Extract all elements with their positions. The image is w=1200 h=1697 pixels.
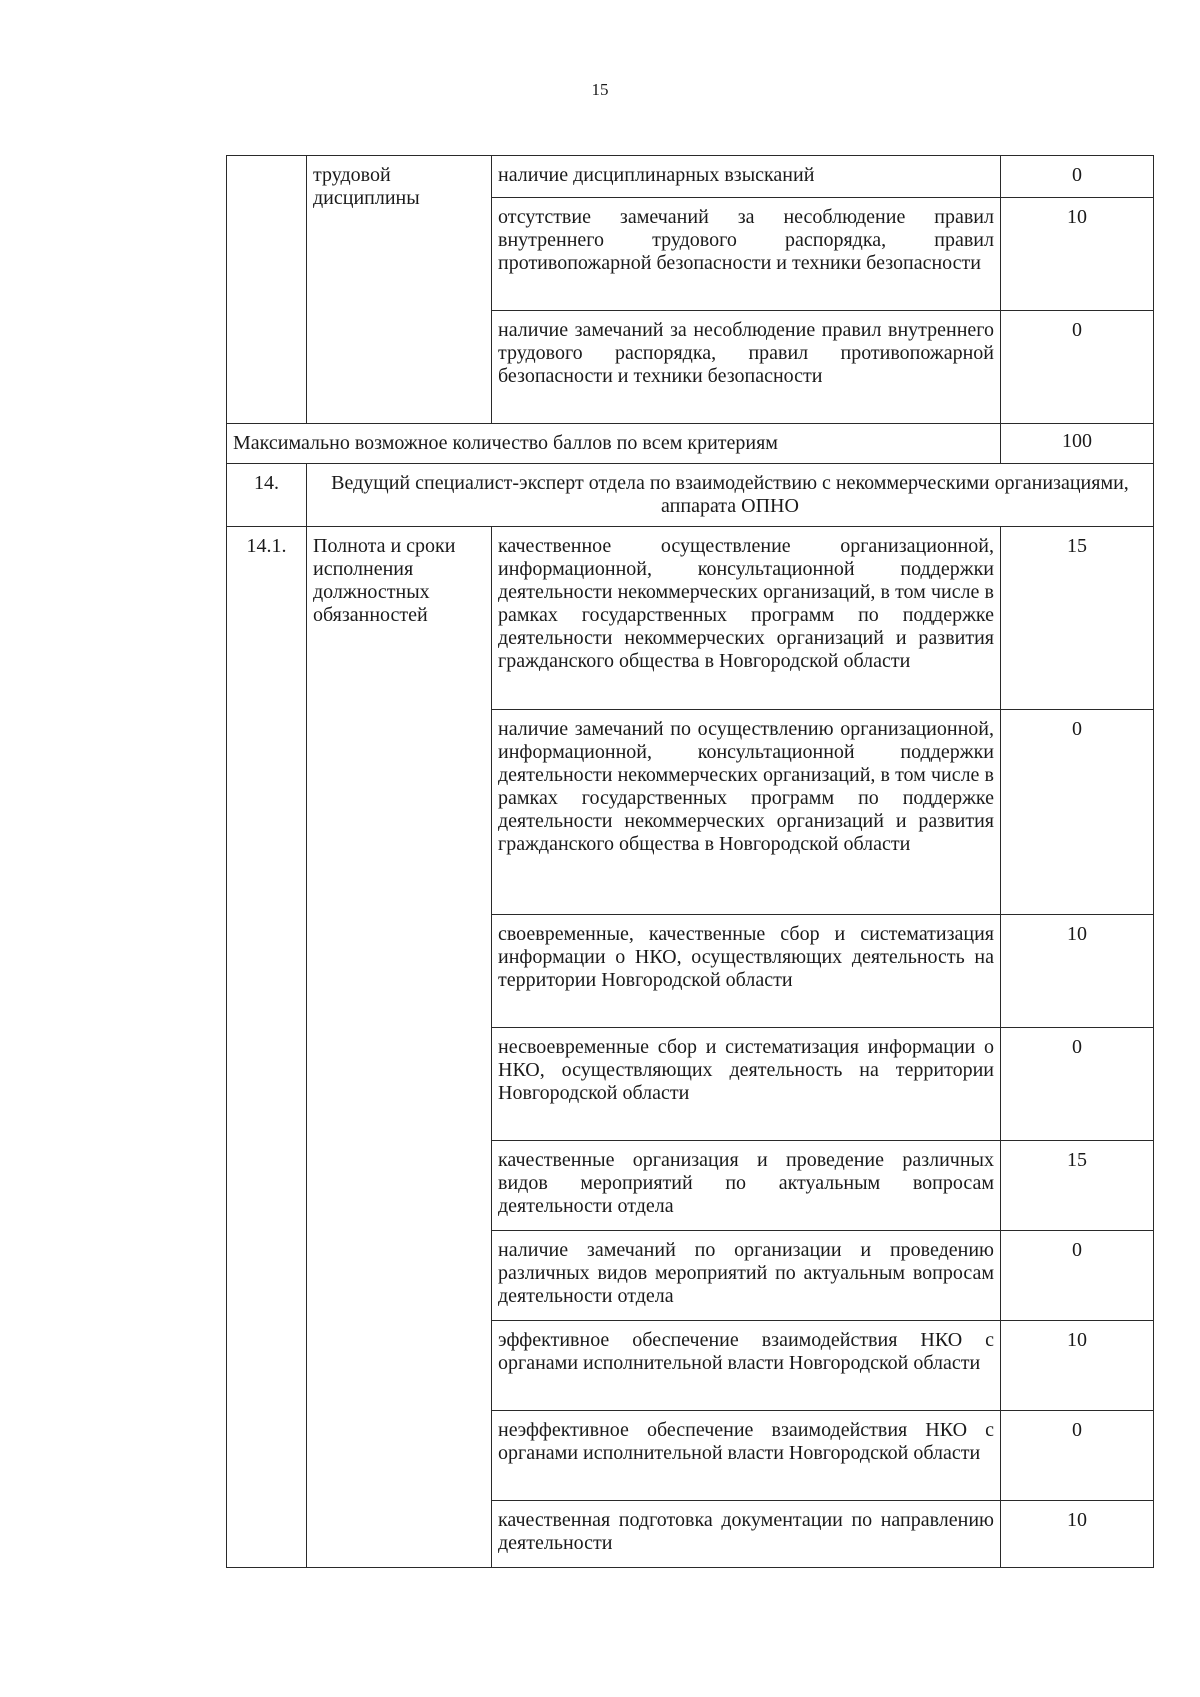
indicator-cell: наличие дисциплинарных взысканий bbox=[492, 156, 1001, 198]
indicator-cell: качественные организация и проведение различных видов мероприятий по актуальным вопросам деятельности отдела bbox=[492, 1141, 1001, 1231]
score-cell: 10 bbox=[1001, 1501, 1154, 1568]
score-cell: 15 bbox=[1001, 527, 1154, 710]
table-row bbox=[227, 156, 1154, 198]
indicator-cell: качественная подготовка документации по направлению деятельности bbox=[492, 1501, 1001, 1568]
score-cell: 10 bbox=[1001, 198, 1154, 311]
score-cell: 10 bbox=[1001, 915, 1154, 1028]
criterion-cell: Полнота и сроки исполнения должностных обязанностей bbox=[307, 527, 492, 1568]
score-cell: 0 bbox=[1001, 1231, 1154, 1321]
indicator-cell: неэффективное обеспечение взаимодействия НКО с органами исполнительной власти Новгородской области bbox=[492, 1411, 1001, 1501]
score-cell: 0 bbox=[1001, 1028, 1154, 1141]
indicator-cell: своевременные, качественные сбор и систематизация информации о НКО, осуществляющих деятельность на территории Новгородской области bbox=[492, 915, 1001, 1028]
criterion-cell: трудовой дисциплины bbox=[307, 156, 492, 424]
indicator-cell: наличие замечаний по осуществлению организационной, информационной, консультационной поддержки деятельности некоммерческих организаций, в том числе в рамках государственных программ по поддержке деятельности некоммерческих организаций и развития гражданского общества в Новгородской области bbox=[492, 710, 1001, 915]
page-number: 15 bbox=[591, 80, 609, 99]
section-number: 14. bbox=[227, 464, 307, 527]
section-title: Ведущий специалист-эксперт отдела по взаимодействию с некоммерческими организациями, аппарата ОПНО bbox=[307, 464, 1154, 527]
total-row bbox=[227, 424, 1154, 464]
indicator-cell: эффективное обеспечение взаимодействия НКО с органами исполнительной власти Новгородской области bbox=[492, 1321, 1001, 1411]
item-number: 14.1. bbox=[227, 527, 307, 1568]
criteria-table bbox=[226, 155, 1154, 1568]
score-cell: 0 bbox=[1001, 156, 1154, 198]
table-row bbox=[227, 527, 1154, 710]
score-cell: 0 bbox=[1001, 1411, 1154, 1501]
number-cell-empty bbox=[227, 156, 307, 424]
score-cell: 0 bbox=[1001, 311, 1154, 424]
indicator-cell: несвоевременные сбор и систематизация информации о НКО, осуществляющих деятельность на территории Новгородской области bbox=[492, 1028, 1001, 1141]
score-cell: 10 bbox=[1001, 1321, 1154, 1411]
indicator-cell: качественное осуществление организационной, информационной, консультационной поддержки деятельности некоммерческих организаций, в том числе в рамках государственных программ по поддержке деятельности некоммерческих организаций и развития гражданского общества в Новгородской области bbox=[492, 527, 1001, 710]
score-cell: 15 bbox=[1001, 1141, 1154, 1231]
indicator-cell: отсутствие замечаний за несоблюдение правил внутреннего трудового распорядка, правил противопожарной безопасности и техники безопасности bbox=[492, 198, 1001, 311]
score-cell: 0 bbox=[1001, 710, 1154, 915]
indicator-cell: наличие замечаний за несоблюдение правил внутреннего трудового распорядка, правил противопожарной безопасности и техники безопасности bbox=[492, 311, 1001, 424]
total-score: 100 bbox=[1001, 424, 1154, 464]
section-header-row bbox=[227, 464, 1154, 527]
indicator-cell: наличие замечаний по организации и проведению различных видов мероприятий по актуальным вопросам деятельности отдела bbox=[492, 1231, 1001, 1321]
total-label: Максимально возможное количество баллов по всем критериям bbox=[227, 424, 1001, 464]
